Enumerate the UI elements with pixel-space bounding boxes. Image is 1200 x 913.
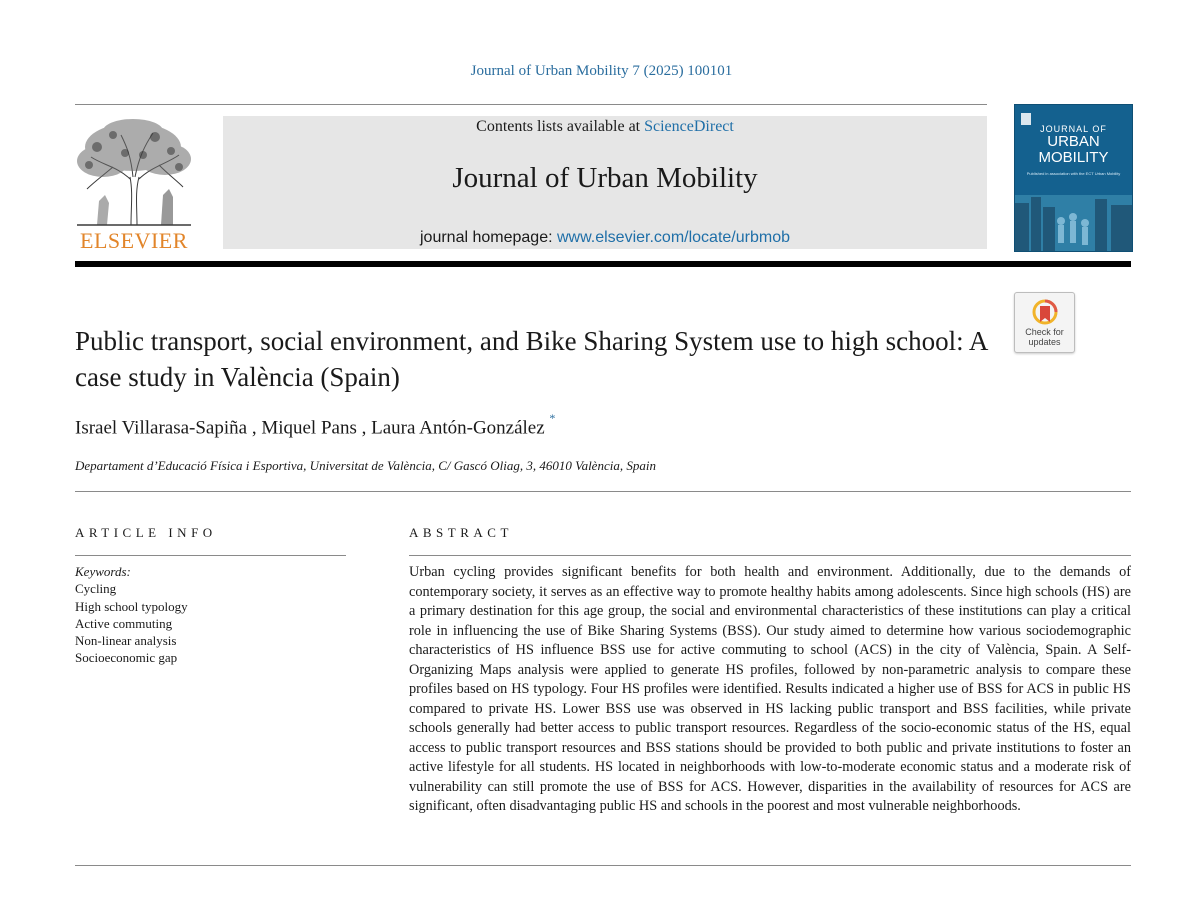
cover-line2: URBAN bbox=[1047, 133, 1100, 151]
journal-masthead bbox=[223, 116, 987, 249]
journal-title: Journal of Urban Mobility bbox=[452, 162, 758, 194]
cover-title bbox=[1015, 125, 1132, 166]
journal-homepage-link[interactable]: www.elsevier.com/locate/urbmob bbox=[557, 229, 790, 246]
top-divider bbox=[75, 104, 987, 105]
corresponding-author-mark[interactable]: * bbox=[549, 411, 556, 425]
contents-prefix: Contents lists available at bbox=[476, 118, 641, 135]
article-info-divider bbox=[75, 555, 346, 556]
homepage-line bbox=[223, 229, 987, 247]
keyword-item: Cycling bbox=[75, 581, 117, 597]
author-separator: , bbox=[361, 417, 372, 439]
abstract-divider bbox=[409, 555, 1131, 556]
header-thick-divider bbox=[75, 261, 1131, 267]
keyword-item: Non-linear analysis bbox=[75, 633, 177, 649]
keyword-item: Active commuting bbox=[75, 615, 173, 631]
keyword-item: Socioeconomic gap bbox=[75, 650, 178, 666]
sciencedirect-link[interactable]: ScienceDirect bbox=[644, 118, 734, 135]
cover-line1: JOURNAL OF bbox=[1040, 124, 1107, 134]
check-for-updates-button[interactable] bbox=[1014, 292, 1075, 353]
author-name[interactable]: Miquel Pans bbox=[261, 417, 357, 439]
homepage-prefix: journal homepage: bbox=[420, 229, 553, 246]
journal-citation-link[interactable]: Journal of Urban Mobility 7 (2025) 100101 bbox=[470, 63, 733, 79]
elsevier-wordmark: ELSEVIER bbox=[80, 228, 188, 253]
keyword-item: High school typology bbox=[75, 598, 188, 614]
check-line2: updates bbox=[1028, 337, 1061, 347]
bookmark-icon bbox=[1032, 299, 1058, 327]
check-for-updates-label bbox=[1015, 327, 1074, 347]
contents-line bbox=[223, 118, 987, 136]
author-name[interactable]: Israel Villarasa-Sapiña bbox=[75, 417, 248, 439]
keywords-label: Keywords: bbox=[75, 564, 131, 579]
author-list bbox=[75, 411, 556, 439]
abstract-heading: ABSTRACT bbox=[409, 525, 513, 540]
affiliation: Departament d’Educació Física i Esportiva, Universitat de València, C/ Gascó Oliag, 3, 46010 València, Spain bbox=[75, 458, 656, 473]
author-name[interactable]: Laura Antón-González bbox=[371, 417, 545, 439]
cover-line3: MOBILITY bbox=[1038, 149, 1109, 167]
bottom-divider bbox=[75, 865, 1131, 866]
cover-subtitle: Published in association with the ECT Urban Mobility bbox=[1026, 171, 1121, 176]
abstract-body: Urban cycling provides significant benefits for both health and environment. Additionally, due to the demands of contemporary society, it serves as an effective way to promote healthy habits among adolescents. Since high schools (HS) are a primary destination for this age group, the social and environmental characteristics of these institutions can play a critical role in influencing the use of Bike Sharing Systems (BSS). Our study aimed to determine how various sociodemographic characteristics of HS influence BSS use for active commuting to school (ACS) in the city of València, Spain. A Self-Organizing Maps analysis were applied to generate HS profiles, followed by non-parametric analysis to compare these profiles based on HS typology. Four HS profiles were identified. Results indicated a higher use of BSS for ACS in public HS compared to private HS. Lower BSS use was observed in HS lacking public transport and BSS facilities, while private schools generally had better access to public transport resources. Regardless of the socio-economic status of the HS, equal access to public transport resources and BSS stations should be provided to both public and private institutions to foster an active lifestyle for all students. HS located in neighborhoods with low-to-moderate economic status and a moderate risk of vulnerability can still promote the use of BSS for ACS. However, disparities in the availability of resources for ACS are significant, often disadvantaging public HS and schools in the poorest and most vulnerable neighborhoods. bbox=[409, 564, 1131, 814]
section-divider bbox=[75, 491, 1131, 492]
journal-cover[interactable] bbox=[1014, 104, 1133, 252]
check-line1: Check for bbox=[1025, 327, 1064, 337]
keywords-list bbox=[75, 563, 188, 667]
elsevier-tree-icon bbox=[73, 117, 195, 227]
article-info-heading: ARTICLE INFO bbox=[75, 525, 217, 540]
article-title: Public transport, social environment, and Bike Sharing System use to high school: A case study in València (Spain) bbox=[75, 326, 987, 392]
author-separator: , bbox=[251, 417, 262, 439]
